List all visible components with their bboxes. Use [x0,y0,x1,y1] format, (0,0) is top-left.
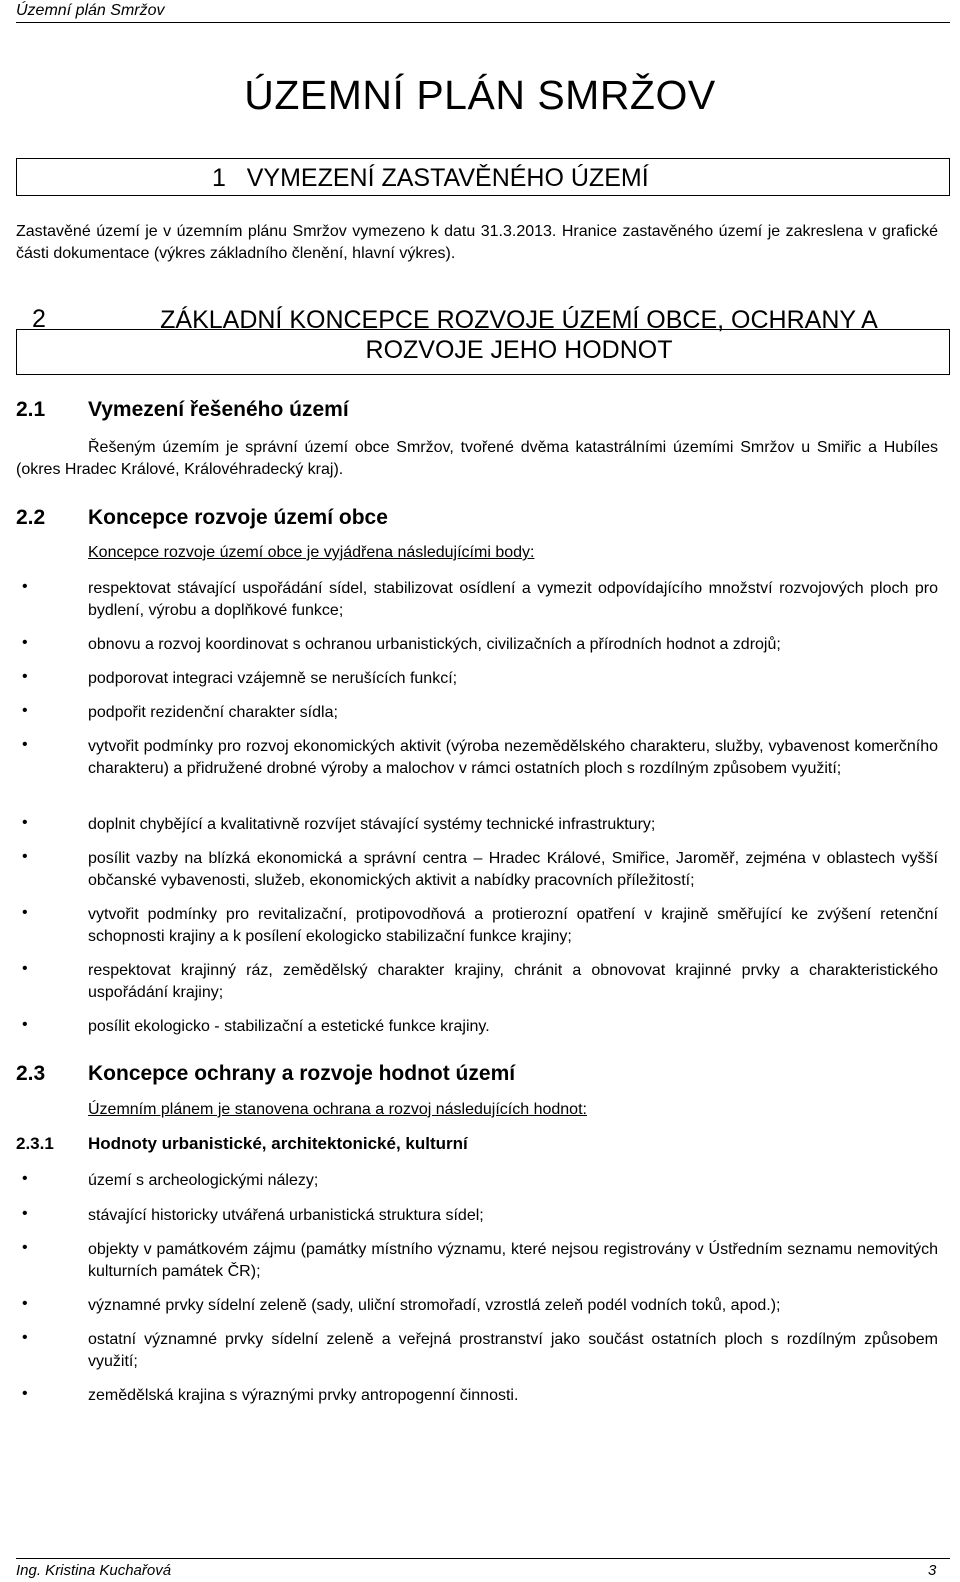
bullet: • [22,1385,28,1402]
list-item: ostatní významné prvky sídelní zeleně a veřejná prostranství jako součást ostatních ploch s rozdílným způsobem využití; [88,1331,938,1370]
section1-paragraph: Zastavěné území je v územním plánu Smržov vymezeno k datu 31.3.2013. Hranice zastavěného území je zakreslena v grafické části dokumentace (výkres základního členění, hlavní výkres). [16,223,938,262]
footer-rule [16,1558,950,1559]
bullet: • [22,578,28,595]
list-item: podpořit rezidenční charakter sídla; [88,704,338,721]
bullet: • [22,702,28,719]
list-item: respektovat krajinný ráz, zemědělský charakter krajiny, chránit a obnovovat krajinné prvky a charakteristického uspořádání krajiny; [88,962,938,1001]
list-item: vytvořit podmínky pro revitalizační, protipovodňová a protierozní opatření v krajině směřující ke zvýšení retenční schopnosti krajiny a k posílení ekologicko stabilizační funkce krajiny; [88,906,938,945]
section2-heading-line1: ZÁKLADNÍ KONCEPCE ROZVOJE ÚZEMÍ OBCE, OCHRANY A [160,306,878,334]
page-number: 3 [928,1562,937,1579]
list-item: významné prvky sídelní zeleně (sady, uliční stromořadí, vzrostlá zeleň podél vodních toků, apod.); [88,1297,781,1314]
s21-title: Vymezení řešeného území [88,398,349,421]
list-item: obnovu a rozvoj koordinovat s ochranou urbanistických, civilizačních a přírodních hodnot a zdrojů; [88,636,781,653]
bullet: • [22,736,28,753]
s21-number: 2.1 [16,398,46,421]
running-header: Územní plán Smržov [16,2,165,19]
section1-heading: 1 VYMEZENÍ ZASTAVĚNÉHO ÚZEMÍ [212,164,649,192]
s23-number: 2.3 [16,1062,46,1085]
bullet: • [22,1016,28,1033]
section2-heading-line2: ROZVOJE JEHO HODNOT [365,336,673,364]
list-item: objekty v památkovém zájmu (památky místního významu, které nejsou registrovány v Ústředním seznamu nemovitých kulturních památek ČR); [88,1241,938,1280]
list-item: doplnit chybějící a kvalitativně rozvíjet stávající systémy technické infrastruktury; [88,816,656,833]
bullet: • [22,1170,28,1187]
bullet: • [22,1329,28,1346]
bullet: • [22,848,28,865]
bullet: • [22,634,28,651]
s21-paragraph: Řešeným územím je správní území obce Smržov, tvořené dvěma katastrálními územími Smržov u Smiřic a Hubíles (okres Hradec Králové, Královéhradecký kraj). [16,439,938,478]
list-item: podporovat integraci vzájemně se nerušících funkcí; [88,670,458,687]
document-title: ÚZEMNÍ PLÁN SMRŽOV [244,72,716,118]
bullet: • [22,1295,28,1312]
list-item: zemědělská krajina s výraznými prvky antropogenní činnosti. [88,1387,519,1404]
bullet: • [22,1239,28,1256]
s231-title: Hodnoty urbanistické, architektonické, kulturní [88,1134,468,1153]
list-item: posílit vazby na blízká ekonomická a správní centra – Hradec Králové, Smiřice, Jaroměř, zejména v oblastech vyšší občanské vybavenosti, služeb, ekonomických aktivit a nabídky pracovních příležitostí; [88,850,938,889]
bullet: • [22,668,28,685]
bullet: • [22,814,28,831]
section2-number: 2 [32,305,46,333]
s22-number: 2.2 [16,506,46,529]
list-item: území s archeologickými nálezy; [88,1172,319,1189]
s22-title: Koncepce rozvoje území obce [88,506,388,529]
s23-intro: Územním plánem je stanovena ochrana a rozvoj následujících hodnot: [88,1101,587,1118]
s22-intro: Koncepce rozvoje území obce je vyjádřena následujícími body: [88,544,535,561]
list-item: vytvořit podmínky pro rozvoj ekonomických aktivit (výroba nezemědělského charakteru, služby, vybavenost komerčního charakteru) a přidružené drobné výroby a malochov v rámci ostatních ploch s rozdílným způsobem využití; [88,738,938,777]
bullet: • [22,960,28,977]
list-item: respektovat stávající uspořádání sídel, stabilizovat osídlení a vymezit odpovídajícího množství rozvojových ploch pro bydlení, výrobu a doplňkové funkce; [88,580,938,619]
list-item: stávající historicky utvářená urbanistická struktura sídel; [88,1207,484,1224]
bullet: • [22,1205,28,1222]
s231-number: 2.3.1 [16,1134,54,1153]
bullet: • [22,904,28,921]
s23-title: Koncepce ochrany a rozvoje hodnot území [88,1062,516,1085]
header-rule [16,22,950,23]
section2-heading [104,305,934,365]
list-item: posílit ekologicko - stabilizační a estetické funkce krajiny. [88,1018,490,1035]
footer-author: Ing. Kristina Kuchařová [16,1562,172,1579]
